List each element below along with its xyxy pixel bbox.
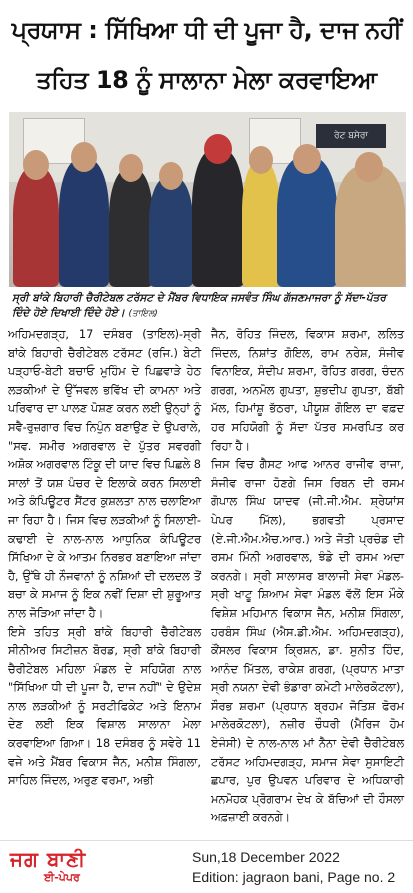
caption-source: (ਤਾਇਲ) bbox=[128, 309, 158, 319]
photo-person bbox=[335, 165, 405, 287]
photo-person bbox=[277, 157, 337, 287]
photo-person-head bbox=[119, 154, 143, 182]
photo-person-head bbox=[355, 152, 383, 182]
photo-person bbox=[109, 169, 153, 287]
caption-text: ਸ੍ਰੀ ਬਾਂਕੇ ਬਿਹਾਰੀ ਚੈਰੀਟੇਬਲ ਟਰੱਸਟ ਦੇ ਮੈਂਬਰ ਵਿਧਾਇਕ ਜਸਵੰਤ ਸਿੰਘ ਗੱਜਣਮਾਜਰਾ ਨੂੰ ਸੱਦਾ-ਪੱਤਰ ਦਿੰਦੇ ਹੋਏ ਦਿਖਾਈ ਦਿੰਦੇ ਹੋਏ। bbox=[12, 292, 386, 319]
epaper-footer bbox=[0, 840, 413, 893]
photo-person-head bbox=[249, 146, 273, 174]
article-left-column: ਅਹਿਮਦਗੜ੍ਹ, 17 ਦਸੰਬਰ (ਤਾਇਲ)-ਸ੍ਰੀ ਬਾਂਕੇ ਬਿਹਾਰੀ ਚੈਰੀਟੇਬਲ ਟਰੱਸਟ (ਰਜਿ.) ਬੇਟੀ ਪੜ੍ਹਾਓ-ਬੇਟੀ ਬਚਾਓ ਮੁਹਿੰਮ ਦੇ ਪਿਛਵਾੜੇ ਹੇਠ ਲੜਕੀਆਂ ਦੇ ਉੱਜਵਲ ਭਵਿੱਖ ਦੀ ਕਾਮਨਾ ਅਤੇ ਪਰਿਵਾਰ ਦਾ ਪਾਲਣ ਪੋਸ਼ਣ ਕਰਨ ਲਈ ਉਨ੍ਹਾਂ ਨੂੰ ਸਵੈ-ਰੁਜ਼ਗਾਰ ਵਿਚ ਨਿਪੁੰਨ ਬਣਾਉਣ ਦੇ ਉਪਰਾਲੇ, "ਸਵ. ਸਮੀਰ ਅਗਰਵਾਲ ਦੇ ਪੁੱਤਰ ਸਵਰਗੀ ਅਸ਼ੋਕ ਅਗਰਵਾਲ ਟਿੰਕੂ ਦੀ ਯਾਦ ਵਿਚ ਪਿਛਲੇ 8 ਸਾਲਾਂ ਤੋਂ ਯਸ਼ ਪੰਚਰ ਦੇ ਇਲਾਕੇ ਕਰਨ ਸਿਲਾਈ ਅਤੇ ਕੰਪਿਊਟਰ ਸੈਂਟਰ ਕੁਸ਼ਲਤਾ ਨਾਲ ਚਲਾਇਆ ਜਾ ਰਿਹਾ ਹੈ। ਜਿਸ ਵਿਚ ਲੜਕੀਆਂ ਨੂੰ ਸਿਲਾਈ-ਕਢਾਈ ਦੇ ਨਾਲ-ਨਾਲ ਆਧੁਨਿਕ ਕੰਪਿਊਟਰ ਸਿੱਖਿਆ ਦੇ ਕੇ ਆਤਮ ਨਿਰਭਰ ਬਣਾਇਆ ਜਾਂਦਾ ਹੈ, ਉੱਥੇ ਹੀ ਨੌਜਵਾਨਾਂ ਨੂੰ ਨਸ਼ਿਆਂ ਦੀ ਦਲਦਲ ਤੋਂ ਬਚਾ ਕੇ ਸਮਾਜ ਨੂੰ ਇਕ ਨਵੀਂ ਦਿਸ਼ਾ ਦੀ ਸ਼ੁਰੂਆਤ ਨਾਲ ਜੋੜਿਆ ਜਾਂਦਾ ਹੈ। ਇਸੇ ਤਹਿਤ ਸ੍ਰੀ ਬਾਂਕੇ ਬਿਹਾਰੀ ਚੈਰੀਟੇਬਲ ਸੀਨੀਅਰ ਸਿਟੀਜ਼ਨ ਬੋਰਡ, ਸ੍ਰੀ ਬਾਂਕੇ ਬਿਹਾਰੀ ਚੈਰੀਟੇਬਲ ਮਹਿਲਾ ਮੰਡਲ ਦੇ ਸਹਿਯੋਗ ਨਾਲ "ਸਿੱਖਿਆ ਧੀ ਦੀ ਪੂਜਾ ਹੈ, ਦਾਜ ਨਹੀਂ" ਦੇ ਉਦੇਸ਼ ਨਾਲ ਲੜਕੀਆਂ ਨੂੰ ਸਰਟੀਫਿਕੇਟ ਅਤੇ ਇਨਾਮ ਦੇਣ ਲਈ ਇਕ ਵਿਸ਼ਾਲ ਸਾਲਾਨਾ ਮੇਲਾ ਕਰਵਾਇਆ ਗਿਆ। 18 ਦਸੰਬਰ ਨੂੰ ਸਵੇਰੇ 11 ਵਜੇ ਅਤੇ ਮੈਂਬਰ ਵਿਕਾਸ ਜੈਨ, ਮਨੀਸ਼ ਸਿੰਗਲਾ, ਸਾਹਿਲ ਜਿੰਦਲ, ਅਰੁਣ ਵਰਮਾ, ਅਭੀ bbox=[8, 328, 201, 788]
photo-signboard: ਰੇਟ ਬਸੇਰਾ bbox=[316, 124, 386, 148]
photo-person bbox=[192, 149, 244, 287]
logo-sub-text: ਈ-ਪੇਪਰ bbox=[44, 871, 80, 884]
photo-person bbox=[242, 161, 280, 287]
jagbani-logo bbox=[10, 847, 160, 887]
article-right-column: ਜੈਨ, ਰੋਹਿਤ ਜਿੰਦਲ, ਵਿਕਾਸ ਸ਼ਰਮਾ, ਲਲਿਤ ਜਿੰਦਲ, ਨਿਸ਼ਾਂਤ ਗੋਇਲ, ਰਾਮ ਨਰੇਸ਼, ਸੰਜੀਵ ਵਿਨਾਇਕ, ਸੰਦੀਪ ਸ਼ਰਮਾ, ਰੋਹਿਤ ਗਰਗ, ਚੰਦਨ ਗਰਗ, ਅਨਮੋਲ ਗੁਪਤਾ, ਸ਼ੁਭਦੀਪ ਗੁਪਤਾ, ਬੱਬੀ ਮੱਲ, ਹਿਮਾਂਸ਼ੂ ਭੱਠਰਾ, ਪੀਯੂਸ਼ ਗੋਇਲ ਦਾ ਵਫ਼ਦ ਹਰ ਸਹਿਯੋਗੀ ਨੂੰ ਸੱਦਾ ਪੱਤਰ ਸਮਰਪਿਤ ਕਰ ਰਿਹਾ ਹੈ। ਜਿਸ ਵਿਚ ਗੈਸਟ ਆਫ ਆਨਰ ਰਾਜੀਵ ਰਾਜਾ, ਸੰਜੀਵ ਰਾਜਾ ਹੋਣਗੇ ਜਿਸ ਰਿਬਨ ਦੀ ਰਸਮ ਗੋਪਾਲ ਸਿੰਘ ਯਾਦਵ (ਜੀ.ਜੀ.ਐਮ. ਸ਼੍ਰੇਯਾਂਸ ਪੇਪਰ ਮਿੱਲ), ਭਗਵਤੀ ਪ੍ਰਸਾਦ (ਏ.ਜੀ.ਐਮ.ਐਚ.ਆਰ.) ਅਤੇ ਜੋਤੀ ਪ੍ਰਚੰਡ ਦੀ ਰਸਮ ਮਿੰਨੀ ਅਗਰਵਾਲ, ਝੰਡੇ ਦੀ ਰਸਮ ਅਦਾ ਕਰਨਗੇ। ਸ੍ਰੀ ਸਾਲਾਸਰ ਬਾਲਾਜੀ ਸੇਵਾ ਮੰਡਲ-ਸ੍ਰੀ ਖਾਟੂ ਸ਼ਿਆਮ ਸੇਵਾ ਮੰਡਲ ਵੱਲੋਂ ਇਸ ਮੌਕੇ ਵਿਸ਼ੇਸ਼ ਮਹਿਮਾਨ ਵਿਕਾਸ ਜੈਨ, ਮਨੀਸ਼ ਸਿੰਗਲਾ, ਹਰਬੰਸ ਸਿੰਘ (ਐਸ.ਡੀ.ਐਮ. ਅਹਿਮਦਗੜ੍ਹ), ਕੌਂਸਲਰ ਵਿਕਾਸ ਕ੍ਰਿਸ਼ਨ, ਡਾ. ਸੁਨੀਤ ਹਿੰਦ, ਆਨੰਦ ਮਿੱਤਲ, ਰਾਕੇਸ਼ ਗਰਗ, (ਪ੍ਰਧਾਨ ਮਾਤਾ ਸ੍ਰੀ ਨਯਨਾ ਦੇਵੀ ਭੰਡਾਰਾ ਕਮੇਟੀ ਮਾਲੇਰਕੋਟਲਾ), ਸੌਰਭ ਸ਼ਰਮਾ (ਪ੍ਰਧਾਨ ਬ੍ਰਹਮ ਜੋਤਿਸ਼ ਫੋਰਮ ਮਾਲੇਰਕੋਟਲਾ), ਨਜ਼ੀਰ ਚੌਧਰੀ (ਮੈਰਿਜ ਹੋਮ ਏਜੰਸੀ) ਦੇ ਨਾਲ-ਨਾਲ ਮਾਂ ਨੈਨਾ ਦੇਵੀ ਚੈਰੀਟੇਬਲ ਟਰੱਸਟ ਅਹਿਮਦਗੜ੍ਹ, ਸਮਾਜ ਸੇਵਾ ਸੁਸਾਇਟੀ ਛਪਾਰ, ਪੁਰ ਉਪਵਨ ਪਰਿਵਾਰ ਦੇ ਅਧਿਕਾਰੀ ਮਨਮੋਹਕ ਪ੍ਰੋਗਰਾਮ ਦੇਖ ਕੇ ਬੱਚਿਆਂ ਦੀ ਹੌਸਲਾ ਅਫ਼ਜ਼ਾਈ ਕਰਨਗੇ। bbox=[211, 328, 404, 825]
headline-line-1: ਪ੍ਰਯਾਸ : ਸਿੱਖਿਆ ਧੀ ਦੀ ਪੂਜਾ ਹੈ, ਦਾਜ ਨਹੀਂ bbox=[11, 16, 402, 44]
headline-line-2: ਤਹਿਤ 18 ਨੂੰ ਸਾਲਾਨਾ ਮੇਲਾ ਕਰਵਾਇਆ bbox=[36, 66, 377, 94]
photo-person bbox=[149, 177, 193, 287]
news-photo bbox=[9, 112, 406, 287]
photo-person-head bbox=[293, 144, 321, 174]
publication-date: Sun,18 December 2022 bbox=[192, 849, 340, 865]
logo-main-text: ਜਗ ਬਾਣੀ bbox=[10, 847, 87, 871]
photo-person-head bbox=[71, 142, 97, 172]
photo-person bbox=[59, 159, 109, 287]
edition-info: Edition: jagraon bani, Page no. 2 bbox=[192, 869, 396, 885]
photo-person-turban bbox=[204, 134, 232, 164]
photo-person bbox=[13, 167, 59, 287]
photo-caption bbox=[12, 291, 402, 322]
photo-person-head bbox=[23, 150, 49, 180]
photo-person-head bbox=[159, 162, 183, 190]
